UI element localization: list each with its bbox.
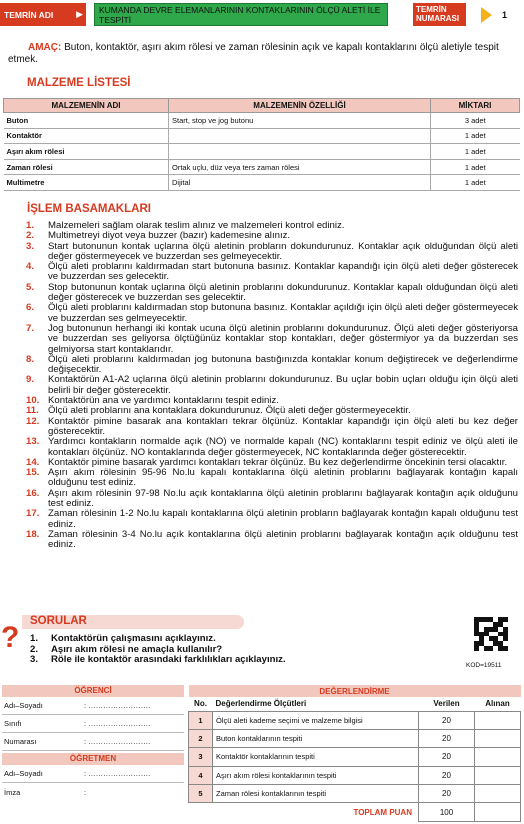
eval-criterion: Buton kontaklarının tespiti — [213, 729, 419, 747]
field-label: Sınıfı — [4, 719, 22, 728]
question-text: Kontaktörün çalışmasını açıklayınız. — [51, 633, 216, 644]
questions-heading: SORULAR — [30, 615, 87, 627]
step-text: Ölçü aleti problarını kaldırmadan start butonuna basınız. Kontaklar kapandığı için ölçü aleti değer gösterecek ve buzzerdan ses gelecektir. — [48, 261, 518, 283]
arrow-right-icon: ▶ — [76, 9, 83, 19]
step-number: 1. — [26, 220, 35, 231]
step-item — [26, 437, 518, 458]
step-item — [26, 355, 518, 376]
materials-table — [3, 98, 520, 191]
eval-given: 20 — [419, 785, 475, 803]
step-text: Ölçü aleti problarını kaldırmadan stop butonuna basınız. Kontaklar açıldığı için ölçü aleti değer göstermeyecek ve buzzerdan ses gelmeyecektir. — [48, 302, 518, 324]
eval-col-criteria: Değerlendirme Ölçütleri — [213, 697, 419, 711]
material-property: Start, stop ve jog butonu — [169, 113, 431, 129]
step-number: 15. — [26, 467, 40, 479]
material-quantity: 3 adet — [431, 113, 520, 129]
material-quantity: 1 adet — [431, 175, 520, 191]
student-number-field — [2, 733, 184, 751]
total-value: 100 — [419, 803, 475, 821]
field-label: Numarası — [4, 737, 37, 746]
table-row — [4, 113, 520, 129]
student-name-field — [2, 697, 184, 715]
step-number: 5. — [26, 281, 35, 293]
step-item — [26, 283, 518, 304]
qr-code-label: KOD=19511 — [466, 662, 502, 669]
field-value: : ……………………. — [84, 701, 151, 710]
step-number: 4. — [26, 261, 35, 273]
material-property: Dijital — [169, 175, 431, 191]
eval-no: 5 — [189, 785, 213, 803]
step-number: 2. — [26, 230, 35, 242]
eval-given: 20 — [419, 729, 475, 747]
step-item — [26, 468, 518, 489]
evaluation-heading: DEĞERLENDİRME — [189, 685, 521, 697]
triangle-arrow-icon — [476, 3, 496, 26]
steps-list — [26, 221, 518, 551]
eval-criterion: Zaman rölesi kontaklarının tespiti — [213, 785, 419, 803]
step-text: Jog butonunun herhangi iki kontak ucuna ölçü aletinin problarını dokundurunuz. Ölçü aleti değer gösteriyorsa ve buzzerdan ses geliyorsa ölçtüğünüz kontaklar stop kontakları, değer göstermiyor ya da buzzerdan ses gelmiyorsa start kontaklarıdır. — [48, 322, 518, 355]
step-text: Multimetreyi diyot veya buzzer (bazır) kademesine alınız. — [48, 230, 291, 242]
material-name: Zaman rölesi — [4, 159, 169, 175]
aim-text: Buton, kontaktör, aşırı akım rölesi ve zaman rölesinin açık ve kapalı kontaklarını ölçü aletiyle tespit etmek. — [8, 42, 499, 65]
question-number: 1. — [30, 633, 39, 644]
materials-heading: MALZEME LİSTESİ — [27, 77, 131, 89]
step-text: Start butonunun kontak uçlarına ölçü aletinin probların dokundurunuz. Kontaklar açık olduğundan ölçü aleti değer göstermeyecek ve buzzerdan ses gelmeyecektir. — [48, 240, 518, 262]
eval-given: 20 — [419, 748, 475, 766]
material-name: Buton — [4, 113, 169, 129]
step-text: Yardımcı kontakların normalde açık (NO) ve normalde kapalı (NC) kontaklarını tespit ediniz ve ölçü aleti ile kontakları ölçünüz. NO kontaklarında değer göstermeyecek, NC kontaklarında değer gösterecektir. — [48, 436, 518, 458]
step-text: Kontaktör pimine basarak yardımcı kontakları tekrar ölçünüz. Bu kez değerlendirme öncekinin tersi olacaktır. — [48, 456, 508, 468]
step-number: 7. — [26, 322, 35, 334]
aim-paragraph — [8, 42, 518, 66]
step-text: Kontaktör pimine basarak ana kontakları tekrar ölçünüz. Kontaklar kapandığı için ölçü aleti bu kez değer gösterecektir. — [48, 415, 518, 437]
table-row — [189, 748, 521, 766]
step-number: 12. — [26, 415, 40, 427]
step-text: Ölçü aleti problarını ana kontaklara dokundurunuz. Ölçü aleti değer göstermeyecektir. — [48, 405, 411, 417]
step-item — [26, 509, 518, 530]
steps-heading: İŞLEM BASAMAKLARI — [27, 203, 151, 215]
step-number: 18. — [26, 528, 40, 540]
question-item — [30, 655, 286, 666]
eval-taken-cell[interactable] — [475, 729, 521, 747]
exercise-number: 1 — [502, 9, 508, 20]
step-number: 13. — [26, 436, 40, 448]
temrin-numarasi-label: TEMRİN NUMARASI — [413, 3, 466, 26]
step-number: 11. — [26, 405, 39, 417]
student-teacher-panel — [2, 685, 184, 801]
step-item — [26, 303, 518, 324]
field-label: İmza — [4, 787, 21, 797]
table-row — [189, 766, 521, 784]
exercise-title: KUMANDA DEVRE ELEMANLARININ KONTAKLARININ ÖLÇÜ ALETİ İLE TESPİTİ — [94, 3, 388, 26]
step-item — [26, 242, 518, 263]
qr-code-icon — [474, 617, 508, 651]
teacher-heading: ÖĞRETMEN — [2, 753, 184, 765]
questions-list — [30, 634, 286, 666]
eval-col-given: Verilen — [419, 697, 475, 711]
field-value: : ……………………. — [84, 719, 151, 728]
step-number: 16. — [26, 487, 40, 499]
material-property — [169, 144, 431, 160]
step-text: Kontaktörün A1-A2 uçlarına ölçü aletinin problarını dokundurunuz. Bu uçlar bobin uçları olduğu için ölçü aleti belirli bir değer gösterecektir. — [48, 374, 518, 396]
step-text: Zaman rölesinin 1-2 No.lu kapalı kontaklarına ölçü aletinin probların bağlayarak kontağın kapalı olduğunu test ediniz. — [48, 508, 518, 530]
step-text: Malzemeleri sağlam olarak teslim alınız ve malzemeleri kontrol ediniz. — [48, 220, 345, 231]
material-name: Multimetre — [4, 175, 169, 191]
table-row — [4, 159, 520, 175]
material-quantity: 1 adet — [431, 144, 520, 160]
question-text: Aşırı akım rölesi ne amaçla kullanılır? — [51, 643, 223, 655]
total-taken-cell[interactable] — [475, 803, 521, 821]
material-quantity: 1 adet — [431, 128, 520, 144]
eval-no: 2 — [189, 729, 213, 747]
material-property: Ortak uçlu, düz veya ters zaman rölesi — [169, 159, 431, 175]
material-name: Kontaktör — [4, 128, 169, 144]
header-bar — [0, 3, 524, 26]
question-number: 2. — [30, 643, 39, 655]
step-number: 9. — [26, 374, 35, 386]
materials-col-name: MALZEMENİN ADI — [4, 99, 169, 113]
eval-no: 1 — [189, 711, 213, 729]
material-name: Aşırı akım rölesi — [4, 144, 169, 160]
question-number: 3. — [30, 654, 39, 666]
total-row — [189, 803, 521, 821]
step-number: 8. — [26, 353, 35, 365]
field-value: : ……………………. — [84, 737, 151, 746]
material-quantity: 1 adet — [431, 159, 520, 175]
eval-criterion: Aşırı akım rölesi kontaklarının tespiti — [213, 766, 419, 784]
step-item — [26, 324, 518, 355]
eval-taken-cell[interactable] — [475, 748, 521, 766]
evaluation-table — [188, 685, 521, 822]
eval-taken-cell[interactable] — [475, 785, 521, 803]
step-number: 3. — [26, 240, 35, 252]
teacher-name-field — [2, 765, 184, 783]
eval-taken-cell[interactable] — [475, 766, 521, 784]
step-text: Ölçü aleti problarını kaldırmadan jog butonuna bastığınızda kontaklar konum değiştirecek ve değerlendirme değişecektir. — [48, 353, 518, 376]
eval-taken-cell[interactable] — [475, 711, 521, 729]
step-number: 10. — [26, 395, 40, 407]
step-item — [26, 262, 518, 283]
eval-no: 4 — [189, 766, 213, 784]
material-property — [169, 128, 431, 144]
question-mark-icon: ? — [1, 621, 20, 654]
step-number: 14. — [26, 456, 40, 468]
materials-col-quantity: MİKTARI — [431, 99, 520, 113]
step-item — [26, 489, 518, 510]
aim-label: AMAÇ: — [28, 42, 62, 53]
step-text: Aşırı akım rölesinin 95-96 No.lu kapalı kontaklarına ölçü aletinin problarını bağlayarak kontağın kapalı olduğunu test ediniz. — [48, 467, 518, 489]
eval-col-taken: Alınan — [475, 697, 521, 711]
table-row — [189, 711, 521, 729]
eval-given: 20 — [419, 766, 475, 784]
step-text: Stop butonunun kontak uçlarına ölçü aletinin problarını dokundurunuz. Kontaklar kapalı olduğundan ölçü aleti değer gösterecek ve buzzerdan ses gelecektir. — [48, 281, 518, 304]
table-row — [189, 729, 521, 747]
field-value: : — [84, 787, 87, 797]
step-item — [26, 375, 518, 396]
eval-no: 3 — [189, 748, 213, 766]
teacher-signature-field — [2, 783, 184, 801]
eval-given: 20 — [419, 711, 475, 729]
table-row — [4, 175, 520, 191]
eval-col-no: No. — [189, 697, 213, 711]
step-text: Kontaktörün ana ve yardımcı kontaklarını tespit ediniz. — [48, 395, 279, 407]
eval-criterion: Kontaktör kontaklarının tespiti — [213, 748, 419, 766]
temrin-adi-label-box — [0, 3, 86, 26]
question-text: Röle ile kontaktör arasındaki farklılıkları açıklayınız. — [51, 654, 286, 666]
step-text: Aşırı akım rölesinin 97-98 No.lu açık kontaklarına ölçü aletinin problarını bağlayarak kontağın açık olduğunu test ediniz. — [48, 487, 518, 510]
table-row — [4, 144, 520, 160]
step-text: Zaman rölesinin 3-4 No.lu açık kontaklarına ölçü aletinin problarını bağlayarak kontağın açık olduğunu test ediniz. — [48, 528, 518, 551]
table-row — [189, 785, 521, 803]
field-label: Adı–Soyadı — [4, 769, 43, 778]
step-item — [26, 530, 518, 551]
step-item — [26, 417, 518, 438]
student-heading: ÖĞRENCİ — [2, 685, 184, 697]
table-row — [4, 128, 520, 144]
total-label: TOPLAM PUAN — [353, 807, 412, 817]
materials-col-property: MALZEMENİN ÖZELLİĞİ — [169, 99, 431, 113]
temrin-adi-label: TEMRİN ADI — [4, 9, 54, 20]
student-class-field — [2, 715, 184, 733]
step-number: 17. — [26, 508, 40, 520]
step-number: 6. — [26, 302, 35, 314]
eval-criterion: Ölçü aleti kademe seçimi ve malzeme bilgisi — [213, 711, 419, 729]
field-label: Adı–Soyadı — [4, 701, 43, 710]
field-value: : ……………………. — [84, 769, 151, 778]
